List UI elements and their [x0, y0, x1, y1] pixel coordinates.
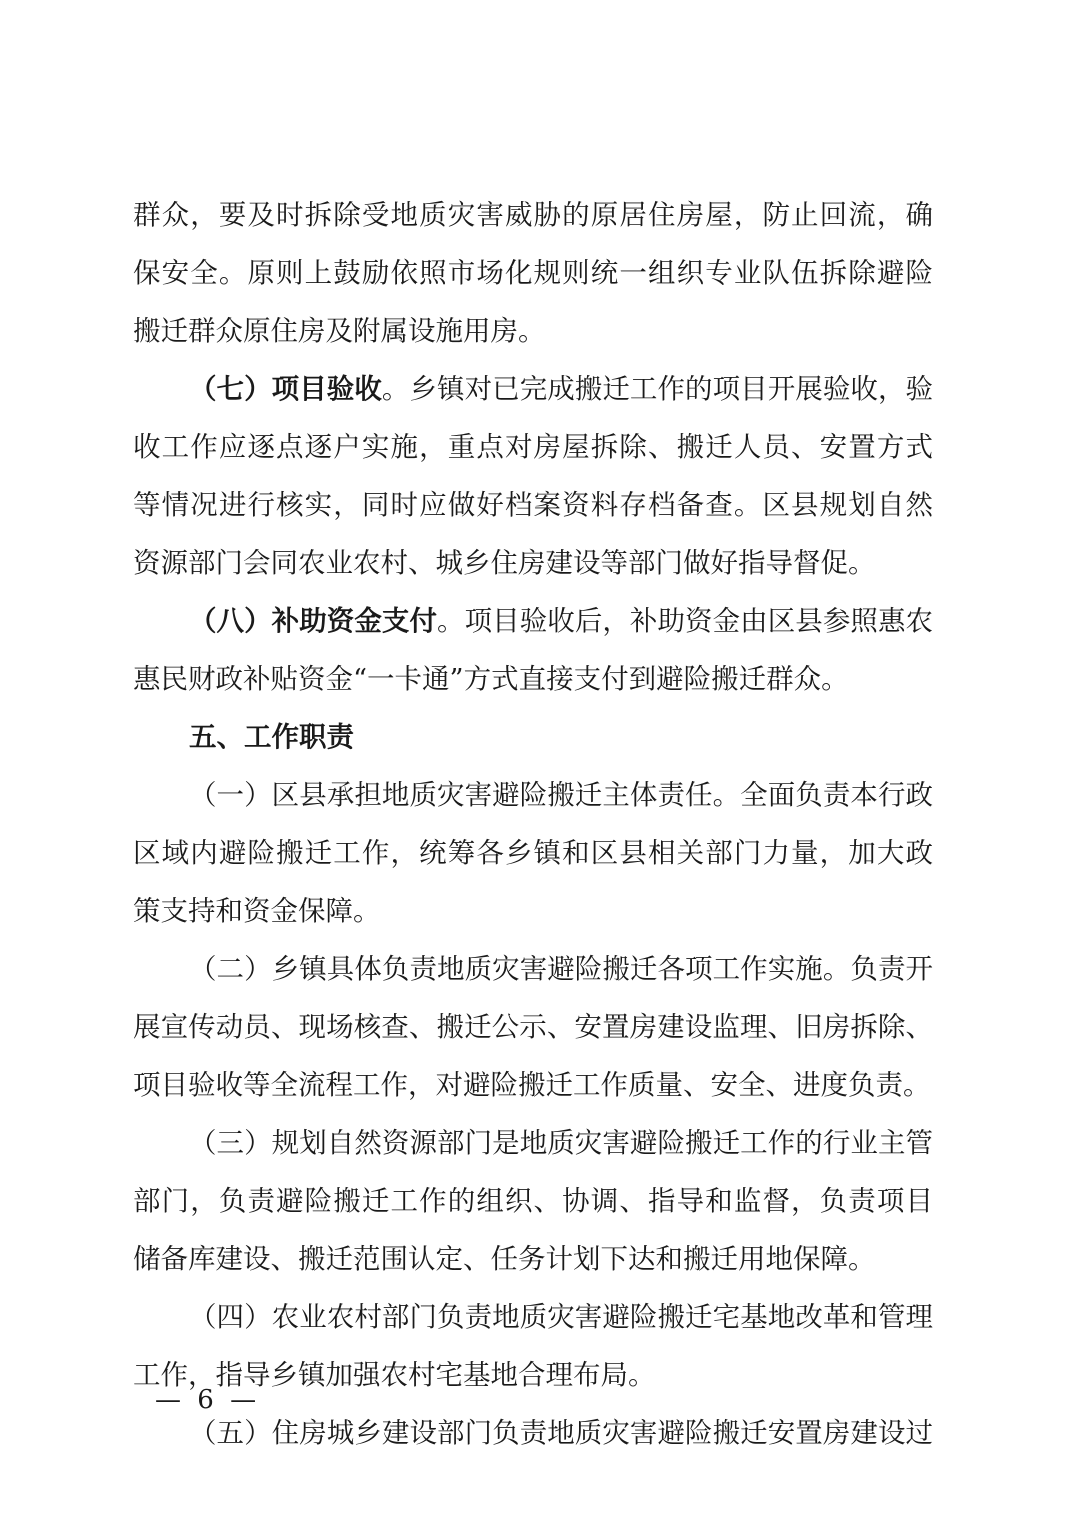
- text-line: [133, 1114, 933, 1172]
- text-line: [133, 476, 933, 534]
- line-text: （三）规划自然资源部门是地质灾害避险搬迁工作的行业主管: [189, 1127, 933, 1159]
- text-line: [133, 824, 933, 882]
- line-text: （二）乡镇具体负责地质灾害避险搬迁各项工作实施。负责开: [189, 953, 933, 985]
- text-line: [133, 360, 933, 418]
- line-text: 区域内避险搬迁工作，统筹各乡镇和区县相关部门力量，加大政: [133, 837, 933, 869]
- paragraph: [133, 186, 933, 360]
- line-text: 保安全。原则上鼓励依照市场化规则统一组织专业队伍拆除避险: [133, 257, 933, 289]
- text-line: [133, 592, 933, 650]
- line-text: 等情况进行核实，同时应做好档案资料存档备查。区县规划自然: [133, 489, 933, 521]
- text-line: [133, 766, 933, 824]
- line-text: 。项目验收后，补助资金由区县参照惠农: [437, 605, 933, 637]
- section-heading: [133, 708, 933, 766]
- text-line: [133, 1288, 933, 1346]
- line-text: 收工作应逐点逐户实施，重点对房屋拆除、搬迁人员、安置方式: [133, 431, 933, 463]
- text-line: [133, 708, 933, 766]
- line-text: （五）住房城乡建设部门负责地质灾害避险搬迁安置房建设过: [189, 1417, 933, 1449]
- line-text: 展宣传动员、现场核查、搬迁公示、安置房建设监理、旧房拆除、: [133, 1011, 933, 1043]
- item-title: （八）补助资金支付: [189, 605, 438, 637]
- line-text: 项目验收等全流程工作，对避险搬迁工作质量、安全、进度负责。: [133, 1069, 931, 1101]
- text-line: [133, 1172, 933, 1230]
- text-line: [133, 1056, 933, 1114]
- text-line: [133, 302, 933, 360]
- line-text: 工作，指导乡镇加强农村宅基地合理布局。: [133, 1359, 656, 1391]
- text-line: [133, 998, 933, 1056]
- line-text: （一）区县承担地质灾害避险搬迁主体责任。全面负责本行政: [189, 779, 933, 811]
- text-line: [133, 534, 933, 592]
- line-text: 惠民财政补贴资金“一卡通”方式直接支付到避险搬迁群众。: [133, 663, 849, 695]
- item-title: （七）项目验收: [189, 373, 382, 405]
- line-text: 资源部门会同农业农村、城乡住房建设等部门做好指导督促。: [133, 547, 876, 579]
- body-text: [133, 186, 933, 1462]
- paragraph: [133, 766, 933, 940]
- line-text: 搬迁群众原住房及附属设施用房。: [133, 315, 546, 347]
- text-line: [133, 882, 933, 940]
- line-text: 策支持和资金保障。: [133, 895, 381, 927]
- line-text: （四）农业农村部门负责地质灾害避险搬迁宅基地改革和管理: [189, 1301, 933, 1333]
- text-line: [133, 1230, 933, 1288]
- line-text: 部门，负责避险搬迁工作的组织、协调、指导和监督，负责项目: [133, 1185, 933, 1217]
- paragraph: [133, 360, 933, 592]
- line-text: 储备库建设、搬迁范围认定、任务计划下达和搬迁用地保障。: [133, 1243, 876, 1275]
- paragraph: [133, 592, 933, 708]
- line-text: 五、工作职责: [189, 721, 354, 753]
- text-line: [133, 650, 933, 708]
- line-text: 。乡镇对已完成搬迁工作的项目开展验收，验: [381, 373, 933, 405]
- paragraph: [133, 1114, 933, 1288]
- page-number: — 6 —: [155, 1385, 261, 1415]
- text-line: [133, 186, 933, 244]
- text-line: [133, 244, 933, 302]
- text-line: [133, 418, 933, 476]
- line-text: 群众，要及时拆除受地质灾害威胁的原居住房屋，防止回流，确: [133, 199, 933, 231]
- text-line: [133, 940, 933, 998]
- paragraph: [133, 940, 933, 1114]
